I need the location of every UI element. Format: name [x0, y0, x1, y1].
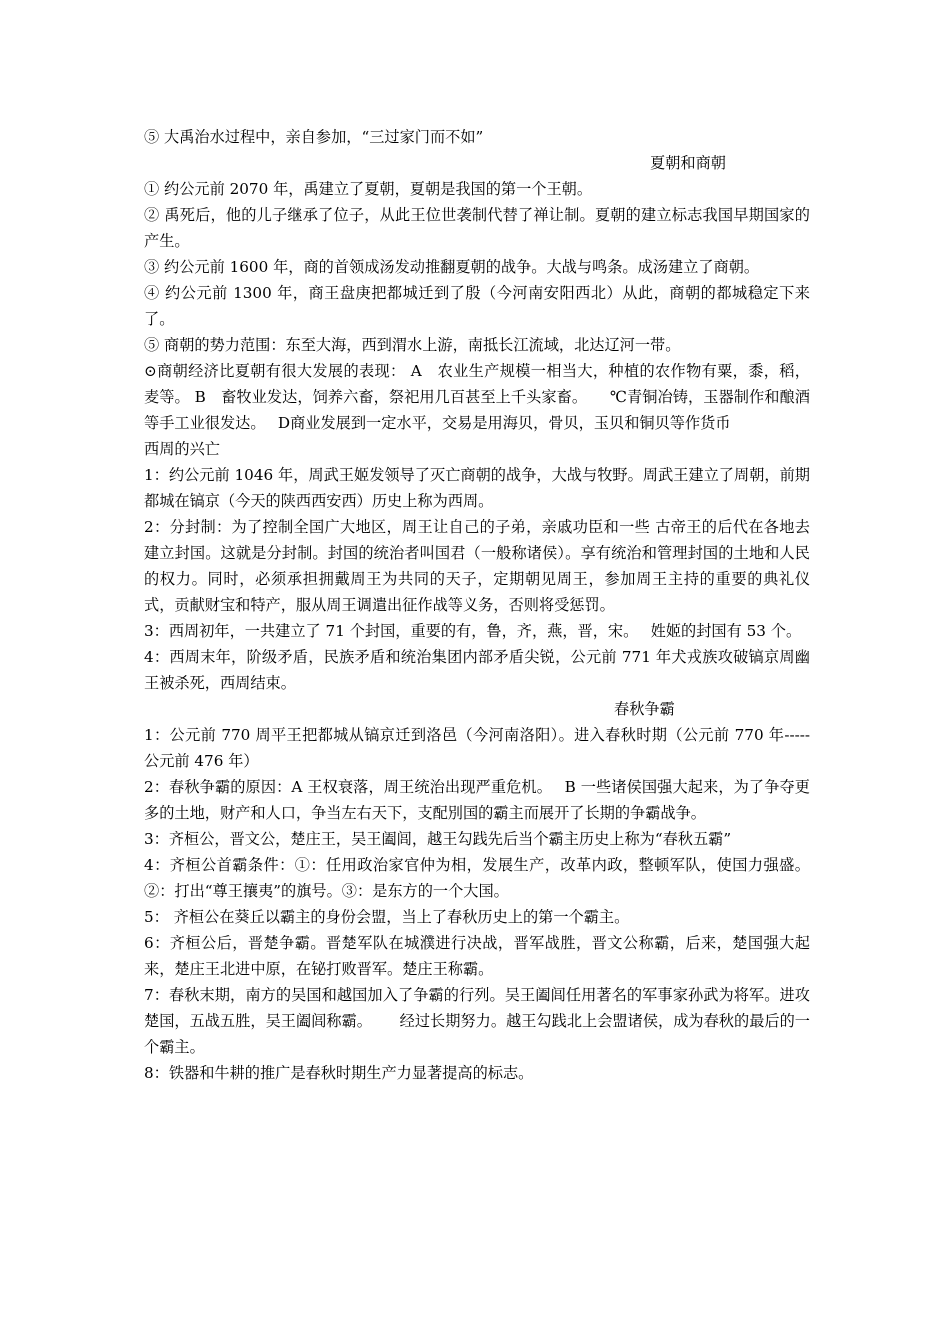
- paragraph-sa-6: 6：齐桓公后，晋楚争霸。晋楚军队在城濮进行决战，晋军战胜，晋文公称霸，后来，楚国强大起来，楚庄王北进中原，在铋打败晋军。楚庄王称霸。: [144, 934, 810, 978]
- paragraph-sa-5: 5： 齐桓公在葵丘以霸主的身份会盟，当上了春秋历史上的第一个霸主。: [144, 908, 630, 926]
- paragraph-xia-3: ③ 约公元前 1600 年，商的首领成汤发动推翻夏朝的战争。大战与鸣条。成汤建立了商朝。: [144, 258, 760, 276]
- paragraph-zhou-3: 3：西周初年，一共建立了 71 个封国，重要的有，鲁，齐，燕，晋，宋。 姓姬的封国有 53 个。: [144, 622, 802, 640]
- paragraph-sa-2: 2：春秋争霸的原因：A 王权衰落，周王统治出现严重危机。 B 一些诸侯国强大起来，为了争夺更多的土地，财产和人口，争当左右天下，支配別国的霸主而展开了长期的争霸战争。: [144, 778, 810, 822]
- section-heading-spring-autumn: 春秋争霸: [614, 700, 675, 718]
- paragraph-shang-economy: ⊙商朝经济比夏朝有很大发展的表现： A 农业生产规模一相当大，种植的农作物有粟，黍，稻，麦等。 B 畜牧业发达，饲养六畜，祭祀用几百甚至上千头家畜。 ℃青铜冶铸，玉器制作和酿酒等手工业很发达。 D商业发展到一定水平，交易是用海贝，骨贝，玉贝和铜贝等作货币: [144, 362, 810, 432]
- section-heading-western-zhou: 西周的兴亡: [144, 440, 220, 458]
- paragraph-flood-control: ⑤ 大禹治水过程中，亲自参加，“三过家门而不如”: [144, 128, 484, 146]
- paragraph-zhou-4: 4：西周末年，阶级矛盾，民族矛盾和统治集团内部矛盾尖锐，公元前 771 年犬戎族攻破镐京周幽王被杀死，西周结束。: [144, 648, 810, 692]
- section-heading-xia-shang: 夏朝和商朝: [650, 154, 726, 172]
- paragraph-zhou-2: 2：分封制：为了控制全国广大地区，周王让自己的子弟，亲戚功臣和一些 古帝王的后代在各地去建立封国。这就是分封制。封国的统治者叫国君（一般称诸侯）。享有统治和管理封国的土地和人民的权力。同时，必须承担拥戴周王为共同的天子，定期朝见周王，参加周王主持的重要的典礼仪式，贡献财宝和特产，服从周王调遣出征作战等义务，否则将受惩罚。: [144, 518, 810, 614]
- paragraph-xia-5: ⑤ 商朝的势力范围：东至大海，西到渭水上游，南抵长江流域，北达辽河一带。: [144, 336, 681, 354]
- paragraph-sa-8: 8：铁器和牛耕的推广是春秋时期生产力显著提高的标志。: [144, 1064, 534, 1082]
- paragraph-xia-2: ② 禹死后，他的儿子继承了位子，从此王位世袭制代替了禅让制。夏朝的建立标志我国早期国家的产生。: [144, 206, 810, 250]
- paragraph-xia-1: ① 约公元前 2070 年，禹建立了夏朝，夏朝是我国的第一个王朝。: [144, 180, 593, 198]
- paragraph-sa-3: 3：齐桓公，晋文公，楚庄王，吴王阖闾，越王勾践先后当个霸主历史上称为“春秋五霸”: [144, 830, 732, 848]
- paragraph-sa-7: 7：春秋末期，南方的吴国和越国加入了争霸的行列。吴王阖闾任用著名的军事家孙武为将军。进攻楚国，五战五胜，吴王阖闾称霸。 经过长期努力。越王勾践北上会盟诸侯，成为春秋的最后的一个霸主。: [144, 986, 810, 1056]
- paragraph-xia-4: ④ 约公元前 1300 年，商王盘庚把都城迁到了殷（今河南安阳西北）从此，商朝的都城稳定下来了。: [144, 284, 810, 328]
- paragraph-sa-4: 4：齐桓公首霸条件：①：任用政治家官仲为相，发展生产，改革内政，整顿军队，使国力强盛。②：打出“尊王攘夷”的旗号。③：是东方的一个大国。: [144, 856, 810, 900]
- document-body: [144, 124, 810, 1086]
- paragraph-zhou-1: 1：约公元前 1046 年，周武王姬发领导了灭亡商朝的战争，大战与牧野。周武王建立了周朝，前期都城在镐京（今天的陕西西安西）历史上称为西周。: [144, 466, 810, 510]
- paragraph-sa-1: 1：公元前 770 周平王把都城从镐京迁到洛邑（今河南洛阳）。进入春秋时期（公元前 770 年-----公元前 476 年）: [144, 726, 810, 770]
